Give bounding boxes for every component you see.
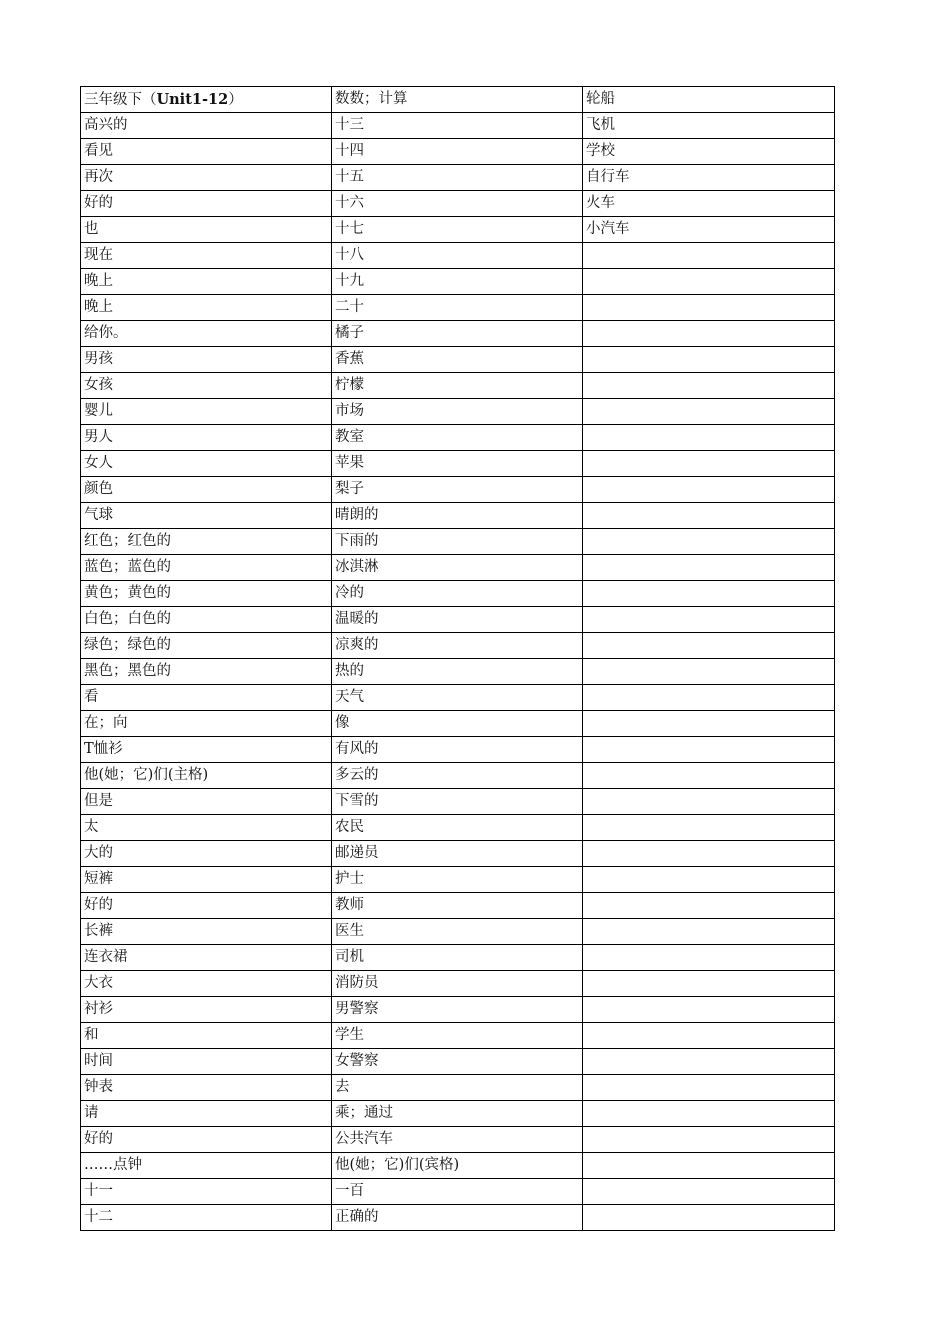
table-cell: 公共汽车 (332, 1127, 583, 1153)
table-row (81, 529, 835, 555)
table-cell: 飞机 (583, 113, 835, 139)
table-cell: 橘子 (332, 321, 583, 347)
table-cell: 蓝色；蓝色的 (81, 555, 332, 581)
table-row (81, 503, 835, 529)
table-cell (583, 685, 835, 711)
table-cell: 他(她；它)们(主格) (81, 763, 332, 789)
table-cell: 晴朗的 (332, 503, 583, 529)
header-cell-2: 数数；计算 (332, 87, 583, 113)
table-cell (583, 503, 835, 529)
table-row (81, 867, 835, 893)
table-row (81, 269, 835, 295)
table-cell: 现在 (81, 243, 332, 269)
table-row (81, 1049, 835, 1075)
table-cell: 男警察 (332, 997, 583, 1023)
table-cell: 男孩 (81, 347, 332, 373)
title-prefix: 三年级下（ (84, 91, 157, 108)
table-cell: 女人 (81, 451, 332, 477)
table-cell (583, 243, 835, 269)
table-row (81, 555, 835, 581)
table-cell (583, 529, 835, 555)
table-cell (583, 269, 835, 295)
table-row (81, 1101, 835, 1127)
table-cell: 冰淇淋 (332, 555, 583, 581)
table-row (81, 919, 835, 945)
table-cell: 女警察 (332, 1049, 583, 1075)
table-row (81, 971, 835, 997)
table-cell: 苹果 (332, 451, 583, 477)
table-cell (583, 555, 835, 581)
table-row (81, 659, 835, 685)
table-cell: 时间 (81, 1049, 332, 1075)
table-cell: 男人 (81, 425, 332, 451)
table-row (81, 347, 835, 373)
table-cell: 温暖的 (332, 607, 583, 633)
table-cell: 正确的 (332, 1205, 583, 1231)
table-row (81, 841, 835, 867)
table-cell: 消防员 (332, 971, 583, 997)
table-cell: 十四 (332, 139, 583, 165)
table-row (81, 945, 835, 971)
table-cell (583, 737, 835, 763)
table-cell: 看见 (81, 139, 332, 165)
table-cell: 有风的 (332, 737, 583, 763)
table-cell: 钟表 (81, 1075, 332, 1101)
table-cell: 乘；通过 (332, 1101, 583, 1127)
table-row (81, 607, 835, 633)
table-cell: 多云的 (332, 763, 583, 789)
table-cell: 邮递员 (332, 841, 583, 867)
table-cell: 教室 (332, 425, 583, 451)
table-row (81, 165, 835, 191)
table-cell: ……点钟 (81, 1153, 332, 1179)
table-row (81, 113, 835, 139)
table-cell: 十八 (332, 243, 583, 269)
table-cell: 十五 (332, 165, 583, 191)
table-cell: 也 (81, 217, 332, 243)
table-cell: 柠檬 (332, 373, 583, 399)
table-cell: 梨子 (332, 477, 583, 503)
table-cell (583, 347, 835, 373)
table-cell: 在；向 (81, 711, 332, 737)
table-cell: 大的 (81, 841, 332, 867)
table-row (81, 477, 835, 503)
table-cell: 太 (81, 815, 332, 841)
table-cell (583, 1127, 835, 1153)
table-cell (583, 373, 835, 399)
table-cell: 晚上 (81, 269, 332, 295)
table-row (81, 373, 835, 399)
table-row (81, 451, 835, 477)
table-cell: 晚上 (81, 295, 332, 321)
table-cell: 绿色；绿色的 (81, 633, 332, 659)
table-row (81, 1023, 835, 1049)
table-cell (583, 815, 835, 841)
table-cell (583, 1075, 835, 1101)
table-cell: 好的 (81, 893, 332, 919)
table-cell: 十七 (332, 217, 583, 243)
table-cell (583, 763, 835, 789)
table-cell (583, 997, 835, 1023)
table-row (81, 711, 835, 737)
table-row (81, 737, 835, 763)
table-row (81, 815, 835, 841)
table-cell: 十一 (81, 1179, 332, 1205)
table-row (81, 1075, 835, 1101)
table-cell: 颜色 (81, 477, 332, 503)
table-row (81, 243, 835, 269)
table-row (81, 1127, 835, 1153)
title-unit-range: Unit1-12 (156, 90, 229, 108)
table-cell: 婴儿 (81, 399, 332, 425)
table-cell: 凉爽的 (332, 633, 583, 659)
table-cell (583, 581, 835, 607)
table-header-row (81, 87, 835, 113)
table-cell: 高兴的 (81, 113, 332, 139)
table-cell: 司机 (332, 945, 583, 971)
table-cell (583, 789, 835, 815)
table-row (81, 321, 835, 347)
table-cell (583, 633, 835, 659)
table-cell: 黑色；黑色的 (81, 659, 332, 685)
table-row (81, 633, 835, 659)
table-row (81, 1179, 835, 1205)
table-cell: 大衣 (81, 971, 332, 997)
table-row (81, 763, 835, 789)
table-cell: 农民 (332, 815, 583, 841)
table-row (81, 1205, 835, 1231)
table-row (81, 1153, 835, 1179)
table-cell: 学生 (332, 1023, 583, 1049)
table-row (81, 685, 835, 711)
table-cell (583, 1179, 835, 1205)
table-cell (583, 425, 835, 451)
table-cell: 去 (332, 1075, 583, 1101)
table-row (81, 425, 835, 451)
table-row (81, 217, 835, 243)
header-cell-title (81, 87, 332, 113)
table-cell: 热的 (332, 659, 583, 685)
table-cell (583, 1101, 835, 1127)
vocabulary-table-body (81, 87, 835, 1231)
table-row (81, 295, 835, 321)
table-cell: 医生 (332, 919, 583, 945)
table-cell: 黄色；黄色的 (81, 581, 332, 607)
table-cell: 白色；白色的 (81, 607, 332, 633)
table-cell: 香蕉 (332, 347, 583, 373)
table-cell (583, 659, 835, 685)
table-cell (583, 841, 835, 867)
table-cell (583, 321, 835, 347)
table-cell (583, 295, 835, 321)
table-row (81, 893, 835, 919)
table-cell: 下雨的 (332, 529, 583, 555)
table-row (81, 399, 835, 425)
table-cell: 请 (81, 1101, 332, 1127)
table-cell: 二十 (332, 295, 583, 321)
table-cell: 学校 (583, 139, 835, 165)
table-cell (583, 867, 835, 893)
table-cell (583, 919, 835, 945)
table-cell (583, 477, 835, 503)
table-cell: 女孩 (81, 373, 332, 399)
table-cell: 十三 (332, 113, 583, 139)
table-cell: 再次 (81, 165, 332, 191)
vocabulary-table (80, 86, 835, 1231)
table-cell: 市场 (332, 399, 583, 425)
table-cell (583, 1153, 835, 1179)
table-cell: 连衣裙 (81, 945, 332, 971)
table-cell: 天气 (332, 685, 583, 711)
table-cell: 好的 (81, 1127, 332, 1153)
table-cell: 十九 (332, 269, 583, 295)
table-cell: 他(她；它)们(宾格) (332, 1153, 583, 1179)
table-cell (583, 451, 835, 477)
table-cell: 教师 (332, 893, 583, 919)
table-cell: T恤衫 (81, 737, 332, 763)
table-cell: 和 (81, 1023, 332, 1049)
table-cell: 自行车 (583, 165, 835, 191)
table-cell: 好的 (81, 191, 332, 217)
table-cell: 但是 (81, 789, 332, 815)
header-cell-3: 轮船 (583, 87, 835, 113)
table-cell: 短裤 (81, 867, 332, 893)
table-cell: 给你。 (81, 321, 332, 347)
table-cell: 护士 (332, 867, 583, 893)
table-cell: 小汽车 (583, 217, 835, 243)
table-cell (583, 711, 835, 737)
table-row (81, 139, 835, 165)
table-row (81, 581, 835, 607)
table-cell: 火车 (583, 191, 835, 217)
table-cell: 看 (81, 685, 332, 711)
table-cell (583, 971, 835, 997)
table-row (81, 191, 835, 217)
table-cell: 红色；红色的 (81, 529, 332, 555)
table-row (81, 997, 835, 1023)
table-cell: 像 (332, 711, 583, 737)
table-cell: 长裤 (81, 919, 332, 945)
table-cell (583, 607, 835, 633)
table-cell: 气球 (81, 503, 332, 529)
table-cell: 冷的 (332, 581, 583, 607)
table-row (81, 789, 835, 815)
table-cell (583, 1049, 835, 1075)
title-suffix: ） (228, 91, 243, 108)
table-cell (583, 1205, 835, 1231)
table-cell: 十六 (332, 191, 583, 217)
table-cell: 下雪的 (332, 789, 583, 815)
table-cell (583, 893, 835, 919)
table-cell: 十二 (81, 1205, 332, 1231)
table-cell (583, 945, 835, 971)
table-cell: 一百 (332, 1179, 583, 1205)
table-cell (583, 1023, 835, 1049)
table-cell: 衬衫 (81, 997, 332, 1023)
table-cell (583, 399, 835, 425)
